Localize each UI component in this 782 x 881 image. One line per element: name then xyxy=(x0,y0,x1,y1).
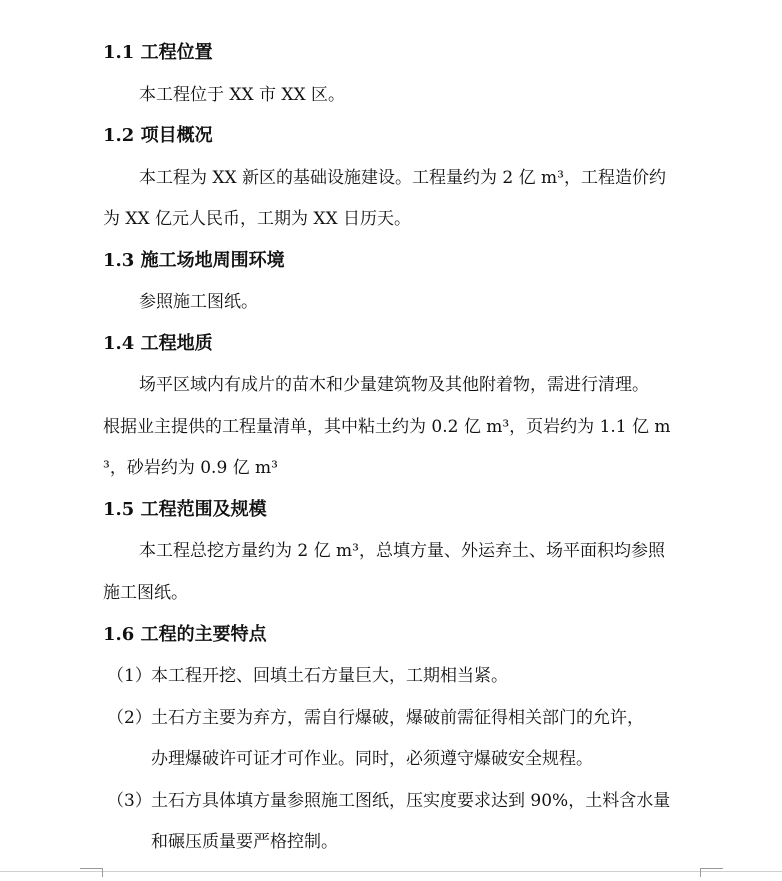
left-crop-mark xyxy=(80,868,103,877)
section-heading-1-6: 1.6 工程的主要特点 xyxy=(103,624,267,645)
paragraph-line: 本工程总挖方量约为 2 亿 m³，总填方量、外运弃土、场平面积均参照 xyxy=(139,541,665,561)
list-item-text: 土石方具体填方量参照施工图纸，压实度要求达到 90%，土料含水量 xyxy=(151,791,671,811)
paragraph-line: 场平区域内有成片的苗木和少量建筑物及其他附着物，需进行清理。 xyxy=(139,375,649,395)
section-heading-1-1: 1.1 工程位置 xyxy=(103,42,213,63)
paragraph-line: 参照施工图纸。 xyxy=(139,292,258,312)
list-item-text: 办理爆破许可证才可作业。同时，必须遵守爆破安全规程。 xyxy=(151,749,593,769)
list-item-text: 和碾压质量要严格控制。 xyxy=(151,832,338,852)
list-item-marker: （3） xyxy=(107,791,152,811)
right-crop-mark xyxy=(700,868,723,877)
section-heading-1-3: 1.3 施工场地周围环境 xyxy=(103,250,285,271)
list-item-marker: （1） xyxy=(107,666,152,686)
section-heading-1-5: 1.5 工程范围及规模 xyxy=(103,499,267,520)
section-heading-1-4: 1.4 工程地质 xyxy=(103,333,213,354)
paragraph-line: ³，砂岩约为 0.9 亿 m³ xyxy=(103,458,278,478)
paragraph-line: 本工程为 XX 新区的基础设施建设。工程量约为 2 亿 m³，工程造价约 xyxy=(139,168,666,188)
list-item-text: 土石方主要为弃方，需自行爆破，爆破前需征得相关部门的允许， xyxy=(151,708,644,728)
paragraph-line: 为 XX 亿元人民币，工期为 XX 日历天。 xyxy=(103,209,412,229)
paragraph-line: 根据业主提供的工程量清单，其中粘土约为 0.2 亿 m³，页岩约为 1.1 亿 m xyxy=(103,417,671,437)
paragraph-line: 施工图纸。 xyxy=(103,583,188,603)
list-item-text: 本工程开挖、回填土石方量巨大，工期相当紧。 xyxy=(151,666,508,686)
list-item-marker: （2） xyxy=(107,708,152,728)
paragraph-line: 本工程位于 XX 市 XX 区。 xyxy=(139,85,346,105)
section-heading-1-2: 1.2 项目概况 xyxy=(103,125,213,146)
page-bottom-divider xyxy=(0,871,782,872)
